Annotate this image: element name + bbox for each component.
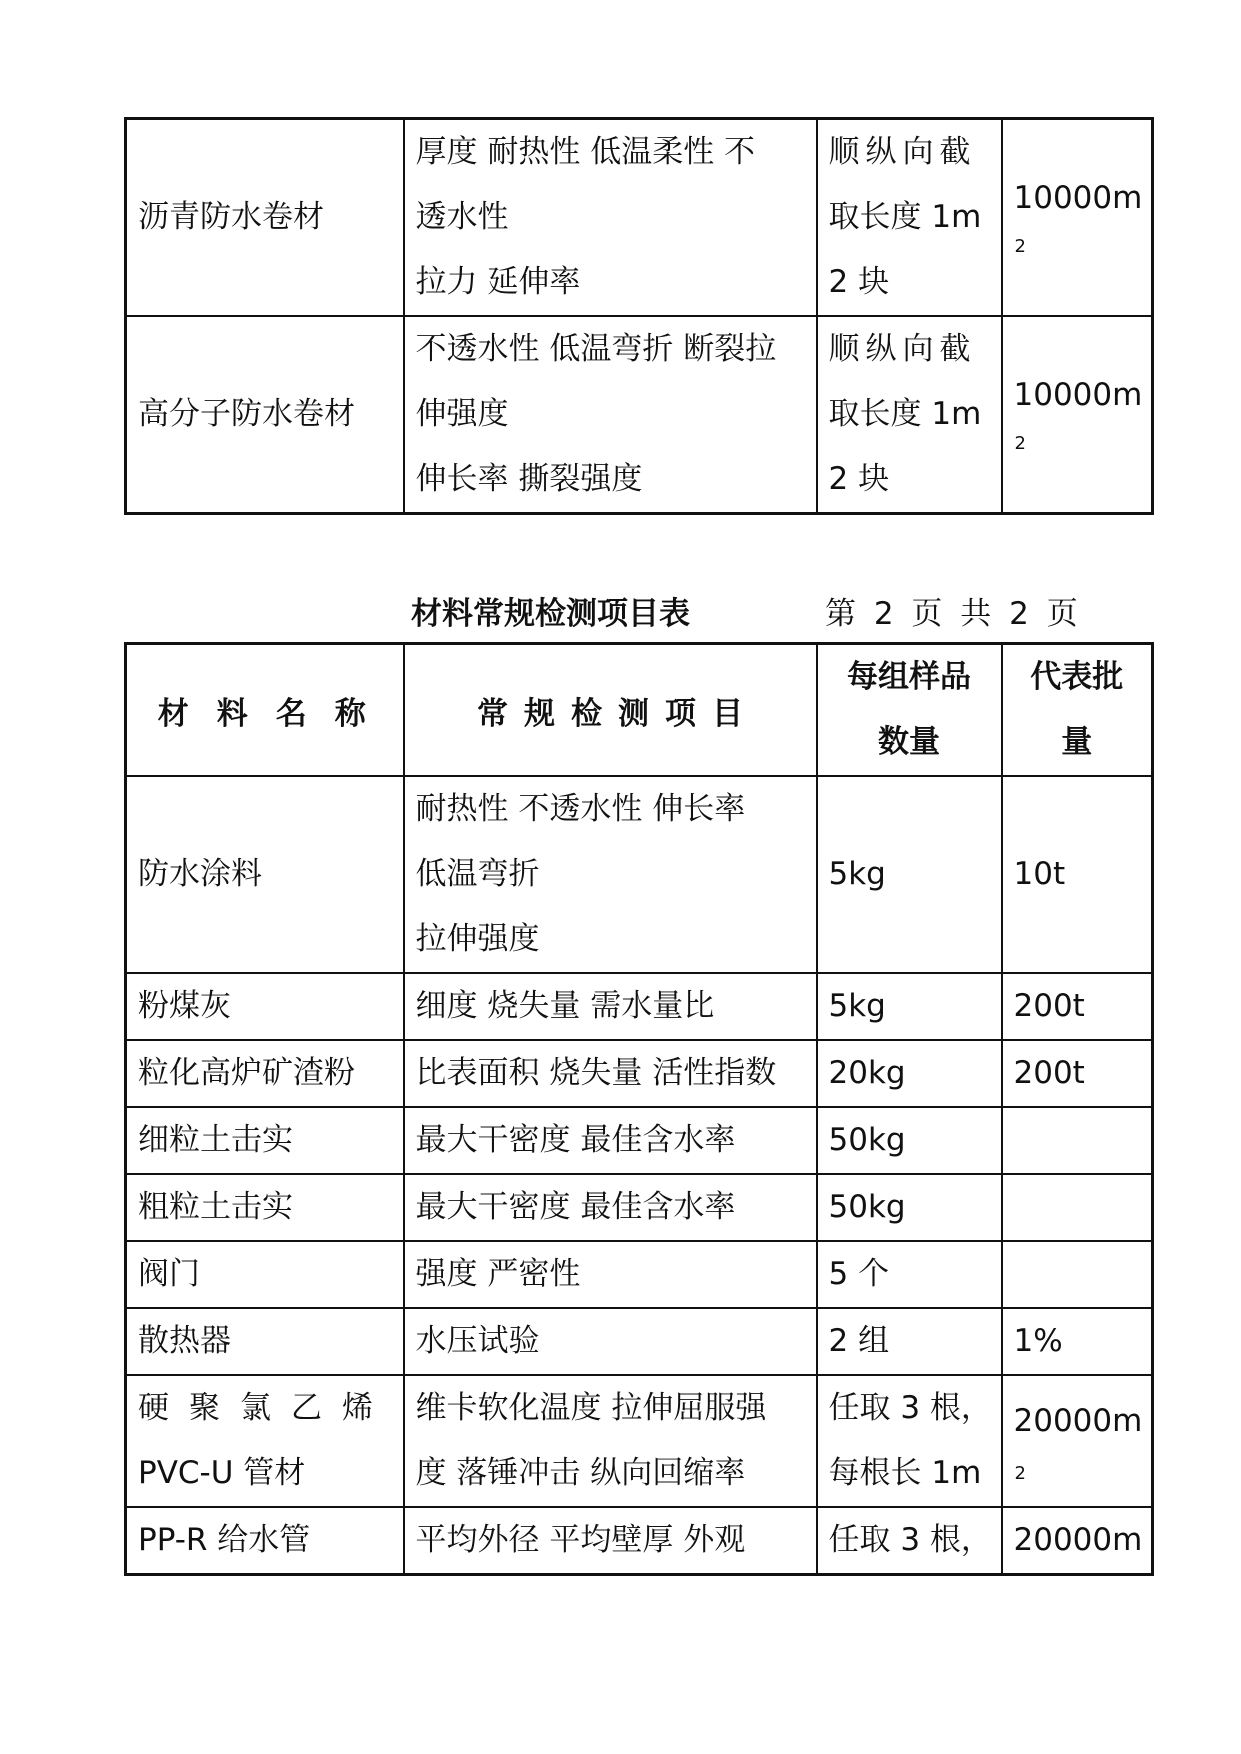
- sample-qty-line: 顺纵向截: [828, 134, 977, 170]
- test-items-line: 透水性: [415, 199, 509, 235]
- batch-line: 10t: [1013, 856, 1066, 892]
- table-row: [126, 973, 1153, 1040]
- sample-qty-cell: [817, 1375, 1002, 1507]
- test-items-line: 度 落锤冲击 纵向回缩率: [415, 1455, 746, 1491]
- continued-table: [124, 117, 1154, 515]
- test-items-cell: [404, 973, 817, 1040]
- batch-cell: [1002, 973, 1153, 1040]
- sample-qty-line: 2 块: [828, 264, 890, 300]
- material-name-cell: [126, 973, 404, 1040]
- material-name-line: 阀门: [138, 1256, 200, 1292]
- test-items-cell: [404, 1174, 817, 1241]
- table-row: [126, 1507, 1153, 1575]
- col-header-sample-line: 数量: [878, 724, 940, 760]
- batch-cell: [1002, 119, 1153, 317]
- batch-value: 10000m: [1013, 376, 1143, 413]
- material-name-cell: [126, 1107, 404, 1174]
- batch-line: [1014, 1242, 1152, 1307]
- sample-qty-line: 取长度 1m: [828, 199, 982, 235]
- test-items-line: 低温弯折: [415, 856, 540, 892]
- test-items-line: 强度 严密性: [415, 1256, 581, 1292]
- col-header-batch-line: 量: [1061, 724, 1093, 760]
- header-row: [126, 644, 1153, 777]
- table-row: [126, 316, 1153, 514]
- test-items-cell: [404, 1507, 817, 1575]
- batch-cell: [1002, 1040, 1153, 1107]
- batch-cell: [1002, 1308, 1153, 1375]
- sample-qty-cell: [817, 1507, 1002, 1575]
- page-header: [0, 586, 1241, 642]
- batch-line: [1014, 1175, 1152, 1240]
- table-row: [126, 1107, 1153, 1174]
- sample-qty-line: 50kg: [828, 1122, 906, 1158]
- sample-qty-line: 50kg: [828, 1189, 906, 1225]
- sample-qty-cell: [817, 1174, 1002, 1241]
- batch-line: 1%: [1013, 1323, 1063, 1359]
- batch-line: 200t: [1013, 988, 1085, 1024]
- batch-line: 20000m: [1013, 1522, 1143, 1558]
- sample-qty-line: 任取 3 根，: [828, 1390, 992, 1426]
- test-items-cell: [404, 316, 817, 514]
- batch-line: [1014, 1108, 1152, 1173]
- test-items-cell: [404, 1107, 817, 1174]
- batch-superscript: 2: [1014, 432, 1026, 454]
- test-items-line: 最大干密度 最佳含水率: [415, 1189, 736, 1225]
- sample-qty-line: 任取 3 根，: [828, 1522, 992, 1558]
- batch-cell: [1002, 1375, 1153, 1507]
- material-name-line: 粗粒土击实: [138, 1189, 293, 1225]
- sample-qty-cell: [817, 1107, 1002, 1174]
- col-header-sample-line: 每组样品: [847, 659, 971, 695]
- material-name-cell: [126, 1241, 404, 1308]
- table-row: [126, 1308, 1153, 1375]
- material-name-line: 散热器: [138, 1323, 231, 1359]
- table-row: [126, 119, 1153, 317]
- material-name: 沥青防水卷材: [138, 199, 324, 235]
- material-name-line: 细粒土击实: [138, 1122, 293, 1158]
- batch-line: 20000m: [1013, 1402, 1143, 1439]
- sample-qty-line: 2 组: [828, 1323, 890, 1359]
- batch-value: 10000m: [1013, 179, 1143, 216]
- table-row: [126, 1174, 1153, 1241]
- col-header-batch: [1002, 644, 1153, 777]
- test-items-line: 拉力 延伸率: [415, 264, 581, 300]
- sample-qty-cell: [817, 119, 1002, 317]
- sample-qty-line: 每根长 1m: [828, 1455, 982, 1491]
- material-name-line: PP-R 给水管: [138, 1522, 311, 1558]
- test-items-line: 不透水性 低温弯折 断裂拉: [415, 331, 777, 367]
- test-items-cell: [404, 1040, 817, 1107]
- test-items-line: 最大干密度 最佳含水率: [415, 1122, 736, 1158]
- batch-superscript: 2: [1014, 235, 1026, 257]
- batch-cell: [1002, 1174, 1153, 1241]
- material-name-line: 防水涂料: [138, 856, 262, 892]
- material-name-line: 粉煤灰: [138, 988, 231, 1024]
- test-items-line: 拉伸强度: [415, 921, 540, 957]
- test-items-line: 水压试验: [415, 1323, 540, 1359]
- material-name-line: PVC-U 管材: [138, 1455, 306, 1491]
- test-items-cell: [404, 1241, 817, 1308]
- test-items-cell: [404, 1308, 817, 1375]
- sample-qty-line: 顺纵向截: [828, 331, 977, 367]
- sample-qty-cell: [817, 776, 1002, 973]
- sample-qty-cell: [817, 316, 1002, 514]
- table-title: 材料常规检测项目表: [411, 596, 690, 632]
- test-items-line: 伸强度: [415, 396, 509, 432]
- test-items-line: 比表面积 烧失量 活性指数: [415, 1055, 777, 1091]
- inspection-items-table: [124, 642, 1154, 1576]
- sample-qty-line: 2 块: [828, 461, 890, 497]
- material-name-cell: [126, 1507, 404, 1575]
- col-header-sample: [817, 644, 1002, 777]
- material-name-line: 硬聚氯乙烯: [138, 1390, 393, 1426]
- test-items-line: 维卡软化温度 拉伸屈服强: [415, 1390, 767, 1426]
- batch-cell: [1002, 1507, 1153, 1575]
- test-items-line: 细度 烧失量 需水量比: [415, 988, 715, 1024]
- page-number: 第 2 页 共 2 页: [825, 596, 1082, 632]
- material-name-cell: [126, 1040, 404, 1107]
- test-items-line: 平均外径 平均壁厚 外观: [415, 1522, 746, 1558]
- test-items-line: 厚度 耐热性 低温柔性 不: [415, 134, 756, 170]
- table-row: [126, 1241, 1153, 1308]
- sample-qty-cell: [817, 1040, 1002, 1107]
- col-header-name: 材料名称: [126, 644, 404, 777]
- test-items-cell: [404, 776, 817, 973]
- table-row: [126, 776, 1153, 973]
- test-items-cell: [404, 119, 817, 317]
- batch-cell: [1002, 1107, 1153, 1174]
- material-name-cell: [126, 1174, 404, 1241]
- sample-qty-line: 20kg: [828, 1055, 906, 1091]
- material-name-cell: [126, 1308, 404, 1375]
- col-header-batch-line: 代表批: [1030, 659, 1124, 695]
- batch-cell: [1002, 1241, 1153, 1308]
- batch-cell: [1002, 316, 1153, 514]
- test-items-line: 耐热性 不透水性 伸长率: [415, 791, 746, 827]
- material-name-cell: [126, 119, 404, 317]
- sample-qty-cell: [817, 973, 1002, 1040]
- batch-cell: [1002, 776, 1153, 973]
- batch-line: 200t: [1013, 1055, 1085, 1091]
- sample-qty-cell: [817, 1241, 1002, 1308]
- table-row: [126, 1375, 1153, 1507]
- material-name-line: 粒化高炉矿渣粉: [138, 1055, 355, 1091]
- material-name-cell: [126, 316, 404, 514]
- material-name-cell: [126, 1375, 404, 1507]
- col-header-items: 常规检测项目: [404, 644, 817, 777]
- material-name-cell: [126, 776, 404, 973]
- table-row: [126, 1040, 1153, 1107]
- batch-superscript: 2: [1014, 1462, 1026, 1484]
- sample-qty-line: 5 个: [828, 1256, 890, 1292]
- material-name: 高分子防水卷材: [138, 396, 355, 432]
- sample-qty-line: 5kg: [828, 988, 886, 1024]
- sample-qty-line: 5kg: [828, 856, 886, 892]
- test-items-cell: [404, 1375, 817, 1507]
- sample-qty-cell: [817, 1308, 1002, 1375]
- sample-qty-line: 取长度 1m: [828, 396, 982, 432]
- test-items-line: 伸长率 撕裂强度: [415, 461, 643, 497]
